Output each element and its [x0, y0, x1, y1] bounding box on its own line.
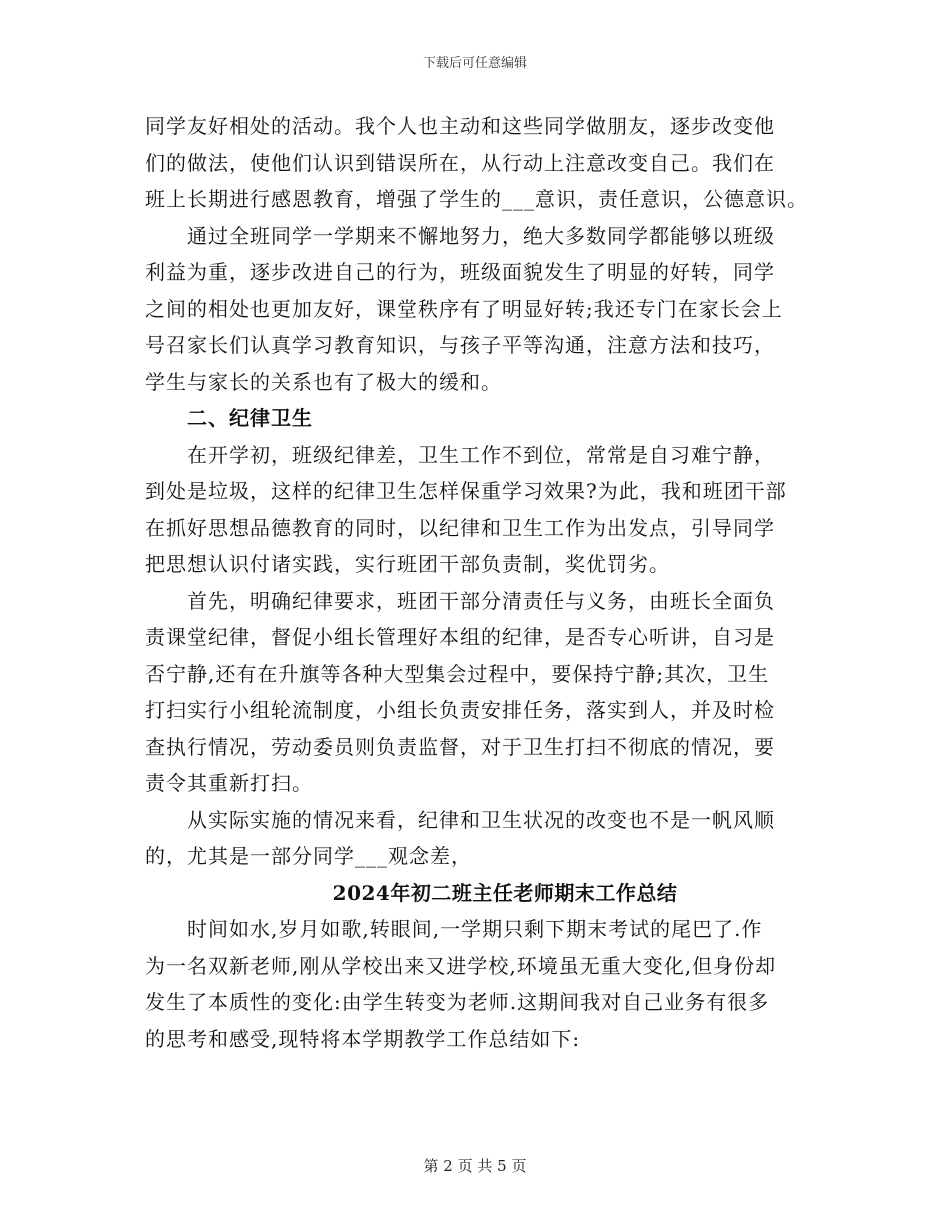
paragraph-line: 责令其重新打扫。	[145, 771, 313, 795]
paragraph-line: 之间的相处也更加友好，课堂秩序有了明显好转;我还专门在家长会上	[145, 296, 783, 321]
paragraph-line: 查执行情况，劳动委员则负责监督，对于卫生打扫不彻底的情况，要	[145, 734, 775, 759]
paragraph-line: 否宁静,还有在升旗等各种大型集会过程中，要保持宁静;其次，卫生	[145, 661, 770, 686]
paragraph-line: 的思考和感受,现特将本学期教学工作总结如下:	[145, 1026, 581, 1051]
paragraph-line: 学生与家长的关系也有了极大的缓和。	[145, 369, 502, 394]
paragraph-line: 利益为重，逐步改进自己的行为，班级面貌发生了明显的好转，同学	[145, 260, 775, 284]
paragraph-line: 班上长期进行感恩教育，增强了学生的___意识，责任意识，公德意识。	[145, 187, 808, 211]
paragraph-line: 同学友好相处的活动。我个人也主动和这些同学做朋友，逐步改变他	[145, 114, 775, 138]
paragraph-line: 发生了本质性的变化:由学生转变为老师.这期间我对自己业务有很多	[145, 990, 770, 1014]
paragraph-line: 把思想认识付诸实践，实行班团干部负责制，奖优罚劣。	[145, 552, 670, 576]
page-footer: 第 2 页 共 5 页	[423, 1157, 527, 1175]
paragraph-line: 在抓好思想品德教育的同时，以纪律和卫生工作为出发点，引导同学	[145, 515, 775, 540]
section-heading: 二、纪律卫生	[187, 406, 313, 430]
paragraph-line: 为一名双新老师,刚从学校出来又进学校,环境虽无重大变化,但身份却	[145, 953, 777, 978]
paragraph-line: 号召家长们认真学习教育知识，与孩子平等沟通，注意方法和技巧，	[145, 333, 775, 357]
paragraph-line: 首先，明确纪律要求，班团干部分清责任与义务，由班长全面负	[187, 588, 775, 613]
paragraph-line: 时间如水,岁月如歌,转眼间,一学期只剩下期末考试的尾巴了.作	[187, 917, 763, 941]
paragraph-line: 打扫实行小组轮流制度，小组长负责安排任务，落实到人，并及时检	[145, 698, 775, 722]
paragraph-line: 在开学初，班级纪律差，卫生工作不到位，常常是自习难宁静，	[187, 442, 775, 467]
paragraph-line: 们的做法，使他们认识到错误所在，从行动上注意改变自己。我们在	[145, 150, 775, 175]
paragraph-line: 的，尤其是一部分同学___观念差，	[145, 844, 472, 868]
paragraph-line: 到处是垃圾，这样的纪律卫生怎样保重学习效果?为此，我和班团干部	[145, 479, 787, 503]
paragraph-line: 通过全班同学一学期来不懈地努力，绝大多数同学都能够以班级	[187, 223, 775, 248]
document-title: 2024年初二班主任老师期末工作总结	[332, 880, 678, 905]
page-header: 下载后可任意编辑	[422, 56, 527, 71]
document-body	[145, 108, 825, 1057]
paragraph-line: 责课堂纪律，督促小组长管理好本组的纪律，是否专心听讲，自习是	[145, 625, 775, 649]
paragraph-line: 从实际实施的情况来看，纪律和卫生状况的改变也不是一帆风顺	[187, 807, 775, 832]
